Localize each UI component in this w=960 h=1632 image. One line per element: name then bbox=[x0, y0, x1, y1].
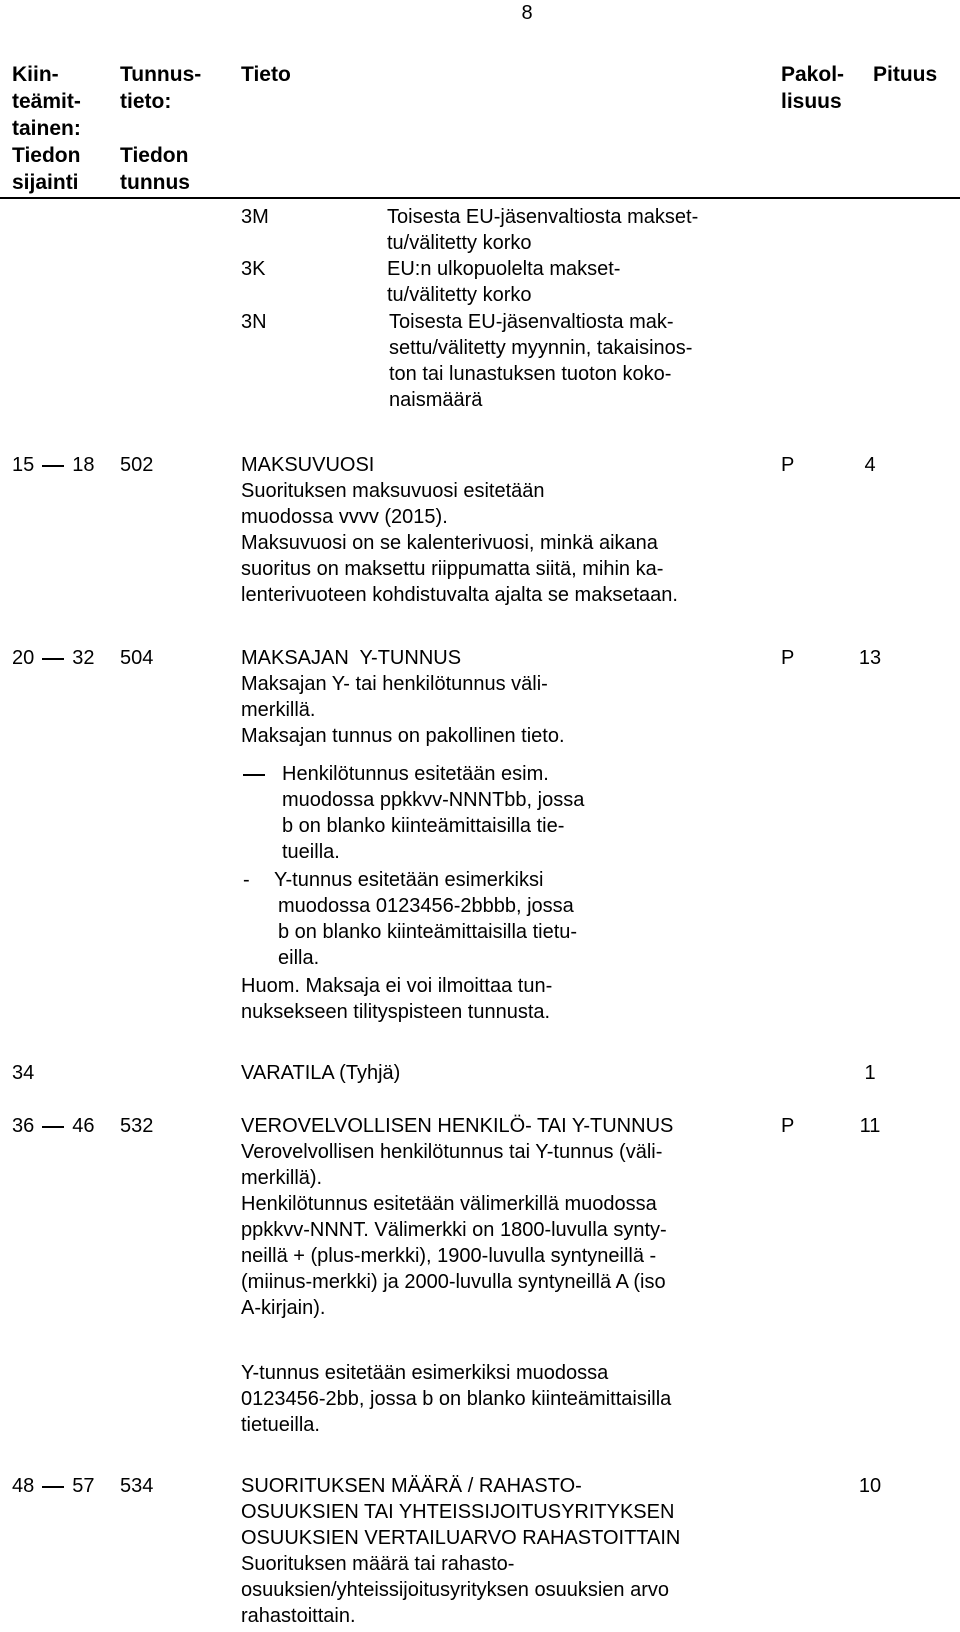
row-description: VEROVELVOLLISEN HENKILÖ- TAI Y-TUNNUS Verovelvollisen henkilötunnus tai Y-tunnus (väli- merkillä). Henkilötunnus esitetään välimerkillä muodossa ppkkvv-NNNT. Välimerkki on 1800-luvulla synty- neillä + (plus-merkki), 1900-luvulla syntyneillä - (miinus-merkki) ja 2000-luvulla syntyneillä A (iso A-kirjain). bbox=[241, 1115, 674, 1319]
subcode-label: 3M bbox=[241, 206, 269, 228]
row-description: MAKSUVUOSI Suorituksen maksuvuosi esitetään muodossa vvvv (2015). Maksuvuosi on se kalenterivuosi, minkä aikana suoritus on maksettu riippumatta siitä, mihin ka- lenterivuoteen kohdistuvalta ajalta se maksetaan. bbox=[241, 454, 678, 606]
header-location: Kiin- teämit- tainen: Tiedon sijainti bbox=[12, 63, 81, 194]
row-code: 534 bbox=[120, 1475, 154, 1497]
row-length: 11 bbox=[859, 1115, 881, 1137]
subcode-label: 3K bbox=[241, 258, 266, 280]
range-dash bbox=[42, 1126, 64, 1128]
list-item: Y-tunnus esitetään esimerkiksi muodossa 0123456-2bbbb, jossa b on blanko kiinteämittaisilla tietu- eilla. bbox=[274, 869, 578, 969]
range-dash bbox=[42, 658, 64, 660]
list-item: Henkilötunnus esitetään esim. muodossa ppkkvv-NNNTbb, jossa b on blanko kiinteämittaisilla tie- tueilla. bbox=[282, 763, 585, 863]
row-description: SUORITUKSEN MÄÄRÄ / RAHASTO- OSUUKSIEN TAI YHTEISSIJOITUSYRITYKSEN OSUUKSIEN VERTAILUARVO RAHASTOITTAIN Suorituksen määrä tai rahasto- osuuksien/yhteissijoitusyrityksen osuuksien arvo rahastoittain. bbox=[241, 1475, 681, 1627]
row-position: 20 32 bbox=[12, 647, 95, 669]
subcode-label: 3N bbox=[241, 311, 267, 333]
page-number: 8 bbox=[521, 2, 533, 24]
row-code: 502 bbox=[120, 454, 154, 476]
header-divider bbox=[0, 197, 960, 199]
row-mandatory: P bbox=[781, 454, 795, 476]
row-description: VARATILA (Tyhjä) bbox=[241, 1062, 401, 1084]
row-length: 13 bbox=[858, 647, 882, 669]
row-length: 10 bbox=[858, 1475, 882, 1497]
row-mandatory: P bbox=[781, 1115, 795, 1137]
subcode-description: Toisesta EU-jäsenvaltiosta mak- settu/välitetty myynnin, takaisinos- ton tai lunastuksen tuoton koko- naismäärä bbox=[389, 311, 693, 411]
list-bullet-dash bbox=[243, 774, 265, 776]
header-mandatory: Pakol- lisuus bbox=[781, 63, 845, 113]
range-dash bbox=[42, 1486, 64, 1488]
row-note: Huom. Maksaja ei voi ilmoittaa tun- nuksekseen tilityspisteen tunnusta. bbox=[241, 975, 553, 1023]
row-code: 504 bbox=[120, 647, 154, 669]
row-position: 15 18 bbox=[12, 454, 95, 476]
row-position: 36 46 bbox=[12, 1115, 95, 1137]
range-dash bbox=[42, 465, 64, 467]
header-code: Tunnus- tieto: Tiedon tunnus bbox=[120, 63, 202, 194]
row-position: 34 bbox=[12, 1062, 35, 1084]
row-description-extra: Y-tunnus esitetään esimerkiksi muodossa 0123456-2bb, jossa b on blanko kiinteämittaisilla tietueilla. bbox=[241, 1362, 672, 1436]
header-length: Pituus bbox=[873, 63, 938, 86]
header-info: Tieto bbox=[241, 63, 291, 86]
row-length: 1 bbox=[864, 1062, 876, 1084]
subcode-description: EU:n ulkopuolelta makset- tu/välitetty korko bbox=[387, 258, 621, 306]
row-description: MAKSAJAN Y-TUNNUS Maksajan Y- tai henkilötunnus väli- merkillä. Maksajan tunnus on pakollinen tieto. bbox=[241, 647, 565, 747]
subcode-description: Toisesta EU-jäsenvaltiosta makset- tu/välitetty korko bbox=[387, 206, 699, 254]
row-position: 48 57 bbox=[12, 1475, 95, 1497]
row-length: 4 bbox=[864, 454, 876, 476]
list-bullet: - bbox=[243, 869, 250, 891]
row-code: 532 bbox=[120, 1115, 154, 1137]
row-mandatory: P bbox=[781, 647, 795, 669]
